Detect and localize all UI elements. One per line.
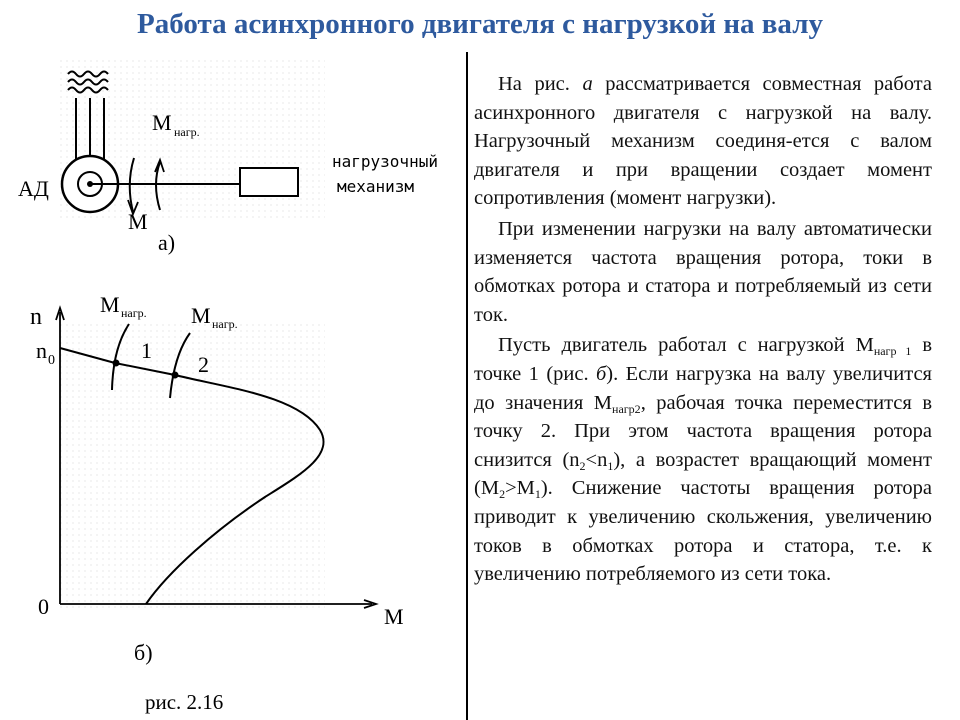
load2-sub: нагр. <box>212 317 238 331</box>
p3-text: Пусть двигатель работал с нагрузкой М <box>498 334 874 357</box>
load2-label: М <box>191 303 211 328</box>
n0-label: n <box>36 338 47 363</box>
point2-label: 2 <box>198 352 209 377</box>
load1-sub: нагр. <box>121 306 147 320</box>
mechanism-label-line2: механизм <box>337 177 415 196</box>
figure <box>0 0 470 720</box>
p3-sub: 1 <box>534 487 541 502</box>
operating-point-1 <box>113 360 120 367</box>
figure-b <box>30 292 404 665</box>
origin-label: 0 <box>38 594 49 619</box>
p3-text: ). Если нагрузка на валу увеличится до значения М <box>474 362 932 414</box>
p3-text: , рабочая точка переместится в точку 2. При этом частота вращения ротора снизится (n <box>474 391 932 471</box>
load1-label: М <box>100 292 120 317</box>
p3-sub: нагр2 <box>612 401 641 416</box>
p3-em: б <box>595 362 607 385</box>
panel-b-label: б) <box>134 640 153 665</box>
motor-label: АД <box>18 176 49 201</box>
p3-text: <n <box>585 448 608 471</box>
operating-point-2 <box>172 372 179 379</box>
panel-a-label: а) <box>158 230 176 255</box>
n0-sub: 0 <box>48 353 55 368</box>
p1-text: рассматривается совместная работа асинхронного двигателя с нагрузкой на валу. Нагрузочный механизм соединя-ется с валом двигателя и при вращении создает момент сопротивления (момент нагрузки). <box>474 73 932 210</box>
grid-background-b <box>60 322 325 612</box>
p1-em: а <box>582 73 593 95</box>
column-divider <box>466 52 468 720</box>
load-moment-label: М <box>152 110 172 135</box>
paragraph-1 <box>474 70 932 213</box>
y-axis-label: n <box>30 304 42 330</box>
paragraph-2 <box>474 215 932 329</box>
mechanism-label-line1: нагрузочный <box>332 152 438 171</box>
p2-text: При изменении нагрузки на валу автоматически изменяется частота вращения ротора, токи в обмотках ротора и статора и потребляемый из сети ток. <box>474 217 932 326</box>
motor-moment-label: М <box>128 209 148 234</box>
x-axis-label: М <box>384 604 404 629</box>
p1-text: На рис. <box>498 73 583 95</box>
p3-text: ). Снижение частоты вращения ротора приводит к увеличению скольжения, увеличению токов в обмотках ротора и статора, т.е. к увеличению потребляемого из сети тока. <box>474 477 932 586</box>
figure-a <box>18 60 438 255</box>
description-text <box>474 70 932 591</box>
p3-sub: 2 <box>579 458 586 473</box>
p3-text: в точке 1 (рис. <box>474 334 933 385</box>
figure-caption: рис. 2.16 <box>145 690 224 714</box>
p3-text: ), а возрастет вращающий момент (М <box>474 448 932 500</box>
p3-text: >M <box>505 477 535 500</box>
point1-label: 1 <box>141 338 152 363</box>
load-mechanism-box <box>240 168 298 196</box>
paragraph-3 <box>474 331 932 588</box>
load-moment-sub: нагр. <box>174 125 200 139</box>
p3-sub: 2 <box>499 487 506 502</box>
p3-sub: нагр 1 <box>873 344 912 359</box>
p3-sub: 1 <box>607 458 614 473</box>
slide-title: Работа асинхронного двигателя с нагрузкой на валу <box>137 8 823 40</box>
